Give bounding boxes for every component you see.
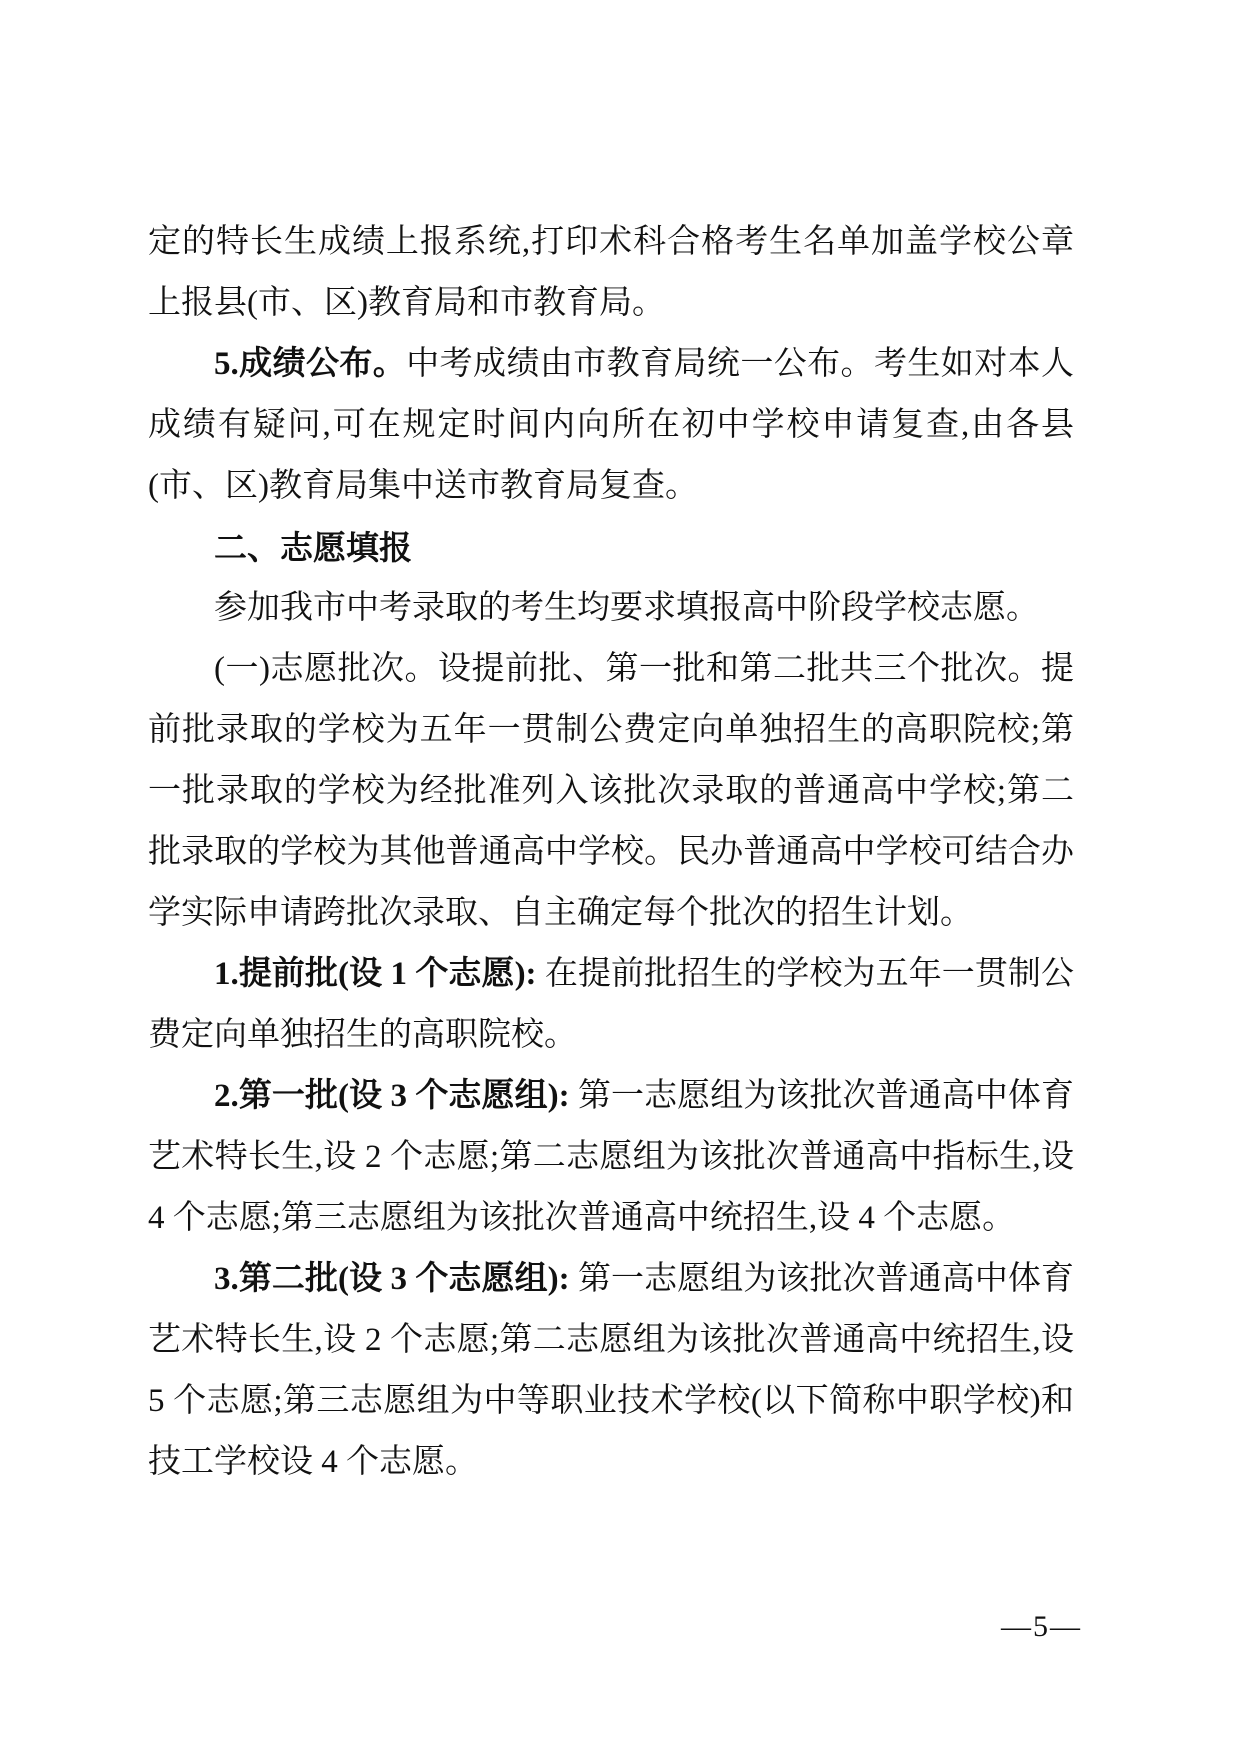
paragraph-second-batch-lead: 3.第二批(设 3 个志愿组): bbox=[214, 1261, 570, 1297]
paragraph-score-publish bbox=[148, 334, 1074, 517]
page-number: —5— bbox=[1001, 1610, 1082, 1643]
paragraph-batch-overview bbox=[148, 639, 1074, 944]
document-body bbox=[148, 212, 1074, 1493]
paragraph-first-batch-lead: 2.第一批(设 3 个志愿组): bbox=[214, 1078, 570, 1114]
paragraph-second-batch bbox=[148, 1249, 1074, 1493]
paragraph-continuation bbox=[148, 212, 1074, 334]
paragraph-advance-batch-text: 在提前批招生的学校为五年一贯制公费定向单独招生的高职院校。 bbox=[148, 956, 1075, 1053]
paragraph-second-batch-text: 第一志愿组为该批次普通高中体育艺术特长生,设 2 个志愿;第二志愿组为该批次普通高中统招生,设 5 个志愿;第三志愿组为中等职业技术学校(以下简称中职学校)和技工学校设 4 个志愿。 bbox=[148, 1261, 1075, 1480]
section-heading-text: 二、志愿填报 bbox=[214, 529, 412, 566]
paragraph-intro bbox=[148, 578, 1074, 639]
paragraph-first-batch-text: 第一志愿组为该批次普通高中体育艺术特长生,设 2 个志愿;第二志愿组为该批次普通高中指标生,设 4 个志愿;第三志愿组为该批次普通高中统招生,设 4 个志愿。 bbox=[148, 1078, 1075, 1236]
paragraph-first-batch bbox=[148, 1066, 1074, 1249]
section-heading-volunteer-filling bbox=[148, 517, 1074, 578]
paragraph-continuation-text: 定的特长生成绩上报系统,打印术科合格考生名单加盖学校公章上报县(市、区)教育局和市教育局。 bbox=[148, 224, 1074, 321]
paragraph-advance-batch bbox=[148, 944, 1074, 1066]
paragraph-batch-overview-text: (一)志愿批次。设提前批、第一批和第二批共三个批次。提前批录取的学校为五年一贯制公费定向单独招生的高职院校;第一批录取的学校为经批准列入该批次录取的普通高中学校;第二批录取的学校为其他普通高中学校。民办普通高中学校可结合办学实际申请跨批次录取、自主确定每个批次的招生计划。 bbox=[148, 651, 1074, 931]
paragraph-advance-batch-lead: 1.提前批(设 1 个志愿): bbox=[214, 956, 537, 992]
paragraph-score-publish-text: 中考成绩由市教育局统一公布。考生如对本人成绩有疑问,可在规定时间内向所在初中学校申请复查,由各县(市、区)教育局集中送市教育局复查。 bbox=[148, 346, 1075, 504]
paragraph-intro-text: 参加我市中考录取的考生均要求填报高中阶段学校志愿。 bbox=[214, 590, 1039, 626]
paragraph-score-publish-lead: 5.成绩公布。 bbox=[214, 346, 407, 382]
